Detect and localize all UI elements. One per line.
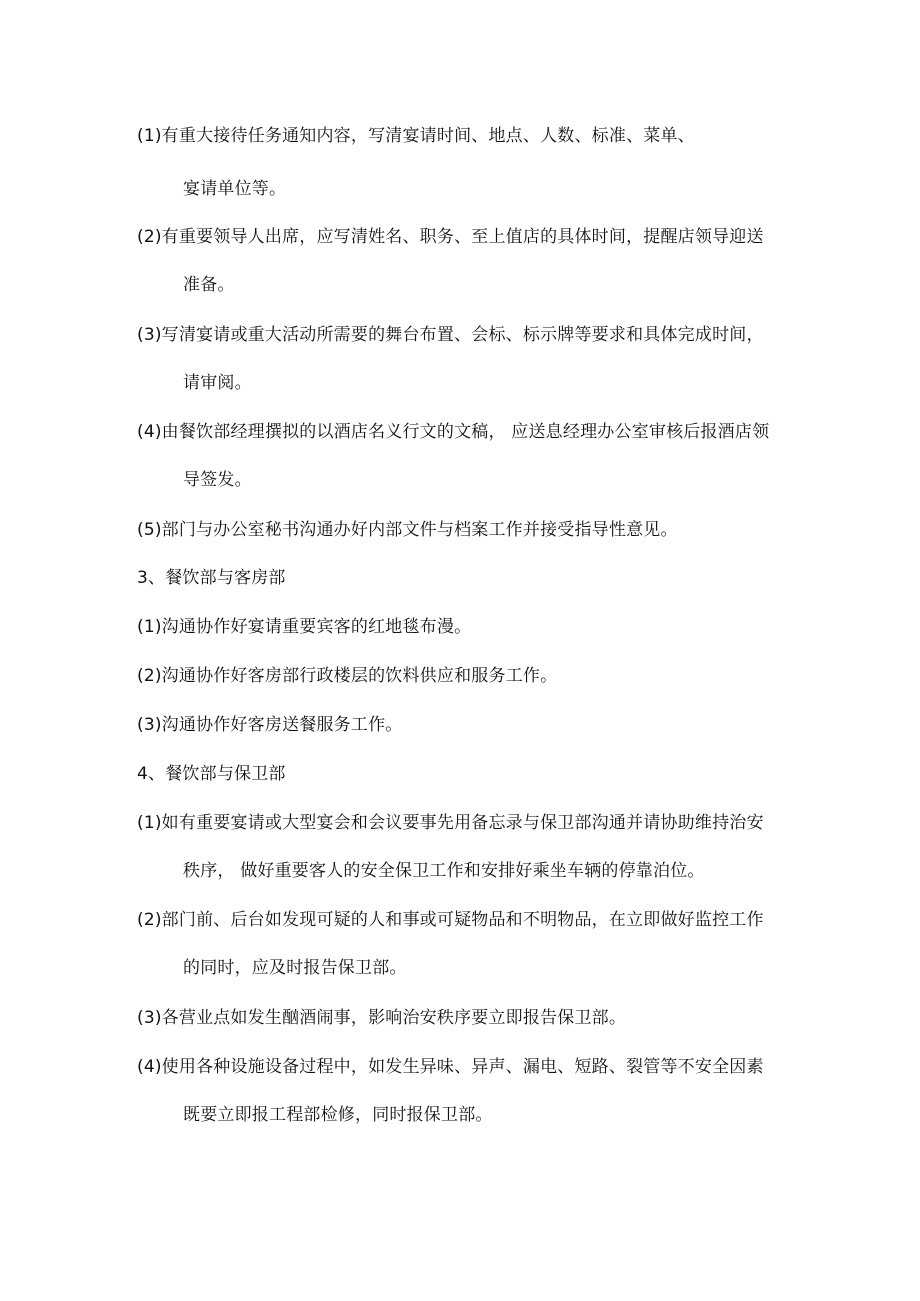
item-2-line-2: 准备。 — [183, 275, 235, 295]
item-1-line-1: (1)有重大接待任务通知内容，写清宴请时间、地点、人数、标准、菜单、 — [137, 126, 695, 146]
item-1-line-2: 宴请单位等。 — [183, 179, 287, 199]
item-4-line-2: 导签发。 — [183, 470, 252, 490]
section-4-item-2-line-2: 的同时，应及时报告保卫部。 — [183, 958, 407, 978]
section-3-item-1: (1)沟通协作好宴请重要宾客的红地毯布漫。 — [137, 617, 472, 637]
item-3-line-2: 请审阅。 — [183, 373, 252, 393]
section-4-item-3: (3)各营业点如发生酗酒闹事，影响治安秩序要立即报告保卫部。 — [137, 1008, 627, 1028]
section-heading-4: 4、餐饮部与保卫部 — [137, 764, 286, 784]
item-2-line-1: (2)有重要领导人出席，应写清姓名、职务、至上值店的具体时间，提醒店领导迎送 — [137, 227, 764, 247]
item-4-line-1: (4)由餐饮部经理撰拟的以酒店名义行文的文稿， 应送息经理办公室审核后报酒店领 — [137, 422, 770, 442]
item-5-line-1: (5)部门与办公室秘书沟通办好内部文件与档案工作并接受指导性意见。 — [137, 520, 678, 540]
section-heading-3: 3、餐饮部与客房部 — [137, 568, 286, 588]
section-4-item-1-line-1: (1)如有重要宴请或大型宴会和会议要事先用备忘录与保卫部沟通并请协助维持治安 — [137, 813, 764, 833]
section-4-item-2-line-1: (2)部门前、后台如发现可疑的人和事或可疑物品和不明物品，在立即做好监控工作 — [137, 910, 764, 930]
section-4-item-4-line-1: (4)使用各种设施设备过程中，如发生异味、异声、漏电、短路、裂管等不安全因素 — [137, 1057, 764, 1077]
section-4-item-4-line-2: 既要立即报工程部检修，同时报保卫部。 — [183, 1105, 493, 1125]
section-3-item-3: (3)沟通协作好客房送餐服务工作。 — [137, 715, 403, 735]
item-3-line-1: (3)写清宴请或重大活动所需要的舞台布置、会标、标示牌等要求和具体完成时间， — [137, 325, 764, 345]
section-3-item-2: (2)沟通协作好客房部行政楼层的饮料供应和服务工作。 — [137, 666, 558, 686]
section-4-item-1-line-2: 秩序， 做好重要客人的安全保卫工作和安排好乘坐车辆的停靠泊位。 — [183, 861, 705, 881]
